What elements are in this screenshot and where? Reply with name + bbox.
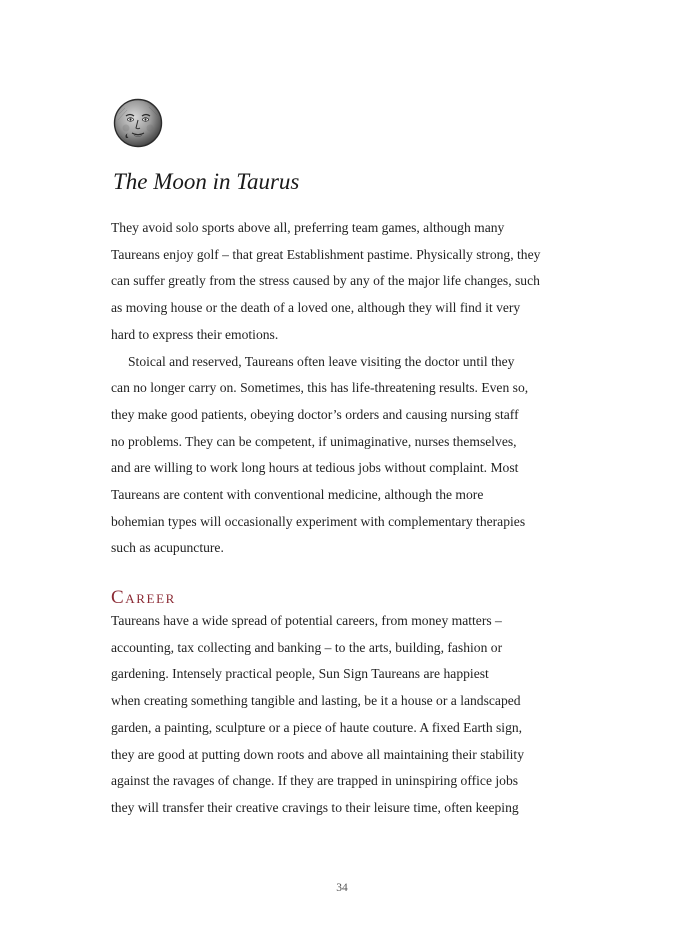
text-line: They avoid solo sports above all, preferring team games, although many — [111, 220, 505, 235]
text-line: hard to express their emotions. — [111, 326, 279, 342]
section-heading-career: Career — [111, 587, 176, 608]
chapter-title: The Moon in Taurus — [113, 169, 300, 194]
text-line: they make good patients, obeying doctor’s orders and causing nursing staff — [111, 406, 519, 422]
career-text — [111, 608, 581, 822]
page-number: 34 — [336, 882, 348, 894]
text-line: they will transfer their creative cravings to their leisure time, often keeping — [111, 799, 519, 815]
intro-text — [111, 215, 581, 562]
text-line: Stoical and reserved, Taureans often leave visiting the doctor until they — [128, 353, 515, 369]
text-line: Taureans have a wide spread of potential careers, from money matters – — [111, 613, 502, 628]
text-line: accounting, tax collecting and banking – to the arts, building, fashion or — [111, 639, 503, 655]
text-line: gardening. Intensely practical people, Sun Sign Taureans are happiest — [111, 666, 489, 682]
text-line: Taureans are content with conventional medicine, although the more — [111, 487, 484, 503]
text-line: Taureans enjoy golf – that great Establishment pastime. Physically strong, they — [111, 246, 541, 262]
text-line: against the ravages of change. If they are trapped in uninspiring office jobs — [111, 773, 519, 789]
text-line: no problems. They can be competent, if unimaginative, nurses themselves, — [111, 433, 517, 449]
text-line: can no longer carry on. Sometimes, this has life-threatening results. Even so, — [111, 380, 529, 396]
text-line: they are good at putting down roots and above all maintaining their stability — [111, 746, 525, 762]
text-line: bohemian types will occasionally experiment with complementary therapies — [111, 513, 526, 529]
text-line: when creating something tangible and lasting, be it a house or a landscaped — [111, 693, 521, 709]
text-line: can suffer greatly from the stress caused by any of the major life changes, such — [111, 273, 540, 289]
text-line: such as acupuncture. — [111, 540, 224, 556]
text-line: as moving house or the death of a loved one, although they will find it very — [111, 300, 521, 316]
moon-face-icon — [113, 98, 163, 148]
text-line: garden, a painting, sculpture or a piece of haute couture. A fixed Earth sign, — [111, 719, 523, 735]
text-line: and are willing to work long hours at tedious jobs without complaint. Most — [111, 460, 519, 476]
